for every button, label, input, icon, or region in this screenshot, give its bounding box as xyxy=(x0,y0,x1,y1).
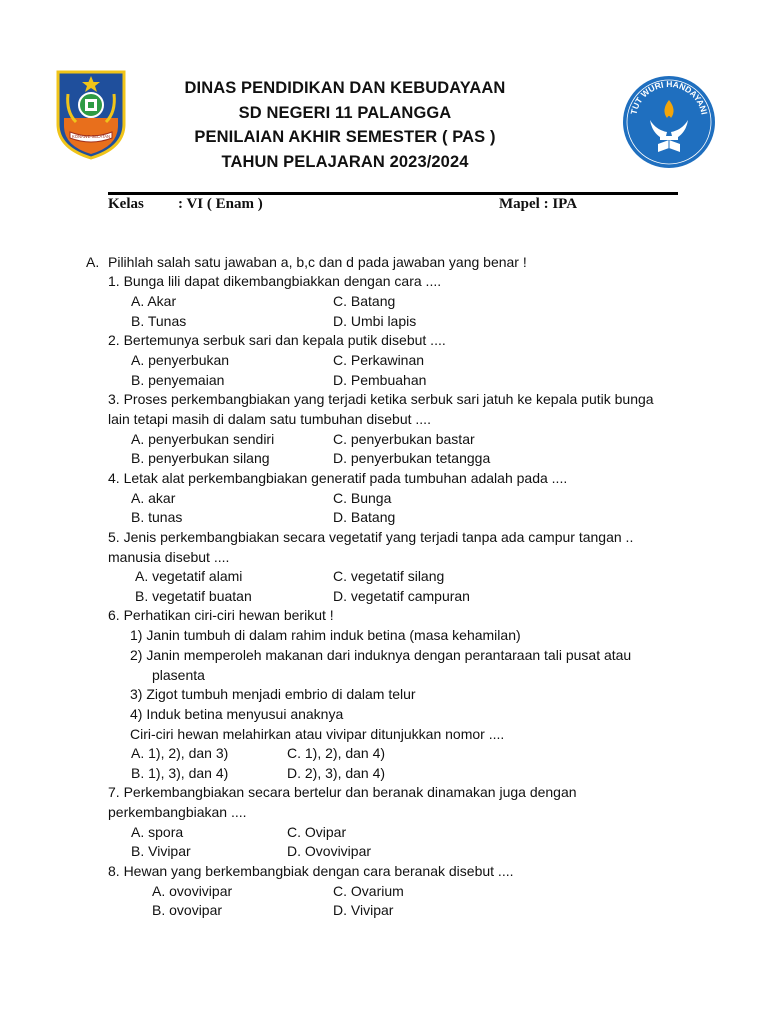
option-b: B. 1), 3), dan 4) xyxy=(131,765,229,781)
section-letter: A. xyxy=(86,254,100,270)
header-line-2: SD NEGERI 11 PALANGGA xyxy=(238,103,452,122)
option-c: C. Ovarium xyxy=(333,883,404,899)
question-text-continued: perkembangbiakan .... xyxy=(108,804,247,820)
option-b: B. penyemaian xyxy=(131,372,225,388)
class-value: : VI ( Enam ) xyxy=(178,196,263,212)
option-c: C. Perkawinan xyxy=(333,352,425,368)
option-c: C. vegetatif silang xyxy=(333,568,445,584)
option-c: C. Bunga xyxy=(333,490,392,506)
option-b: B. Tunas xyxy=(131,313,187,329)
option-d: D. Pembuahan xyxy=(333,372,427,388)
question-text: 4. Letak alat perkembangbiakan generatif pada tumbuhan adalah pada .... xyxy=(108,470,568,486)
option-d: D. Umbi lapis xyxy=(333,313,417,329)
option-c: C. Ovipar xyxy=(287,824,347,840)
option-b: B. vegetatif buatan xyxy=(135,588,252,604)
statement-item: 2) Janin memperoleh makanan dari induknya dengan perantaraan tali pusat atau xyxy=(130,647,632,663)
option-d: D. 2), 3), dan 4) xyxy=(287,765,386,781)
question-text: 7. Perkembangbiakan secara bertelur dan beranak dinamakan juga dengan xyxy=(108,784,577,800)
option-b: B. Vivipar xyxy=(131,843,191,859)
header-line-1: DINAS PENDIDIKAN DAN KEBUDAYAAN xyxy=(184,79,506,97)
statement-item: 4) Induk betina menyusui anaknya xyxy=(130,706,344,722)
option-a: A. vegetatif alami xyxy=(135,568,243,584)
option-a: A. akar xyxy=(131,490,176,506)
option-a: A. ovovivipar xyxy=(152,883,233,899)
question-stem: Ciri-ciri hewan melahirkan atau vivipar ditunjukkan nomor .... xyxy=(130,726,505,742)
option-a: A. 1), 2), dan 3) xyxy=(131,745,229,761)
question-text: 5. Jenis perkembangbiakan secara vegetatif yang terjadi tanpa ada campur tangan .. xyxy=(108,529,634,545)
class-label: Kelas xyxy=(108,196,144,212)
statement-item-continued: plasenta xyxy=(152,667,205,683)
option-c: C. 1), 2), dan 4) xyxy=(287,745,386,761)
question-text: 6. Perhatikan ciri-ciri hewan berikut ! xyxy=(108,607,334,623)
option-b: B. ovovipar xyxy=(152,902,223,918)
option-a: A. Akar xyxy=(131,293,177,309)
document-header xyxy=(150,76,540,174)
option-b: B. penyerbukan silang xyxy=(131,450,270,466)
option-c: C. penyerbukan bastar xyxy=(333,431,475,447)
question-text-continued: lain tetapi masih di dalam satu tumbuhan disebut .... xyxy=(108,411,431,427)
subject-label: Mapel : IPA xyxy=(499,196,578,212)
question-text-continued: manusia disebut .... xyxy=(108,549,230,565)
option-a: A. penyerbukan sendiri xyxy=(131,431,275,447)
option-a: A. spora xyxy=(131,824,184,840)
option-d: D. penyerbukan tetangga xyxy=(333,450,491,466)
logo-motto-text: TUT WURI HANDAYANI xyxy=(628,78,710,116)
header-line-4: TAHUN PELAJARAN 2023/2024 xyxy=(221,152,469,171)
option-a: A. penyerbukan xyxy=(131,352,230,368)
question-text: 2. Bertemunya serbuk sari dan kepala putik disebut .... xyxy=(108,332,446,348)
tut-wuri-handayani-logo xyxy=(620,70,718,174)
question-text: 3. Proses perkembangbiakan yang terjadi ketika serbuk sari jatuh ke kepala putik bunga xyxy=(108,391,654,407)
question-text: 8. Hewan yang berkembangbiak dengan cara beranak disebut .... xyxy=(108,863,514,879)
option-d: D. Batang xyxy=(333,509,396,525)
option-d: D. Vivipar xyxy=(333,902,394,918)
instruction-text: Pilihlah salah satu jawaban a, b,c dan d pada jawaban yang benar ! xyxy=(108,254,527,270)
emblem-banner-text: KONAWE SELATAN xyxy=(71,134,111,139)
option-d: D. Ovovivipar xyxy=(287,843,372,859)
statement-item: 3) Zigot tumbuh menjadi embrio di dalam telur xyxy=(130,686,416,702)
header-divider xyxy=(108,192,678,195)
option-b: B. tunas xyxy=(131,509,183,525)
header-line-3: PENILAIAN AKHIR SEMESTER ( PAS ) xyxy=(194,128,496,146)
statement-item: 1) Janin tumbuh di dalam rahim induk betina (masa kehamilan) xyxy=(130,627,521,643)
option-c: C. Batang xyxy=(333,293,396,309)
question-text: 1. Bunga lili dapat dikembangbiakkan dengan cara .... xyxy=(108,273,442,289)
district-emblem-logo xyxy=(56,68,126,160)
option-d: D. vegetatif campuran xyxy=(333,588,470,604)
